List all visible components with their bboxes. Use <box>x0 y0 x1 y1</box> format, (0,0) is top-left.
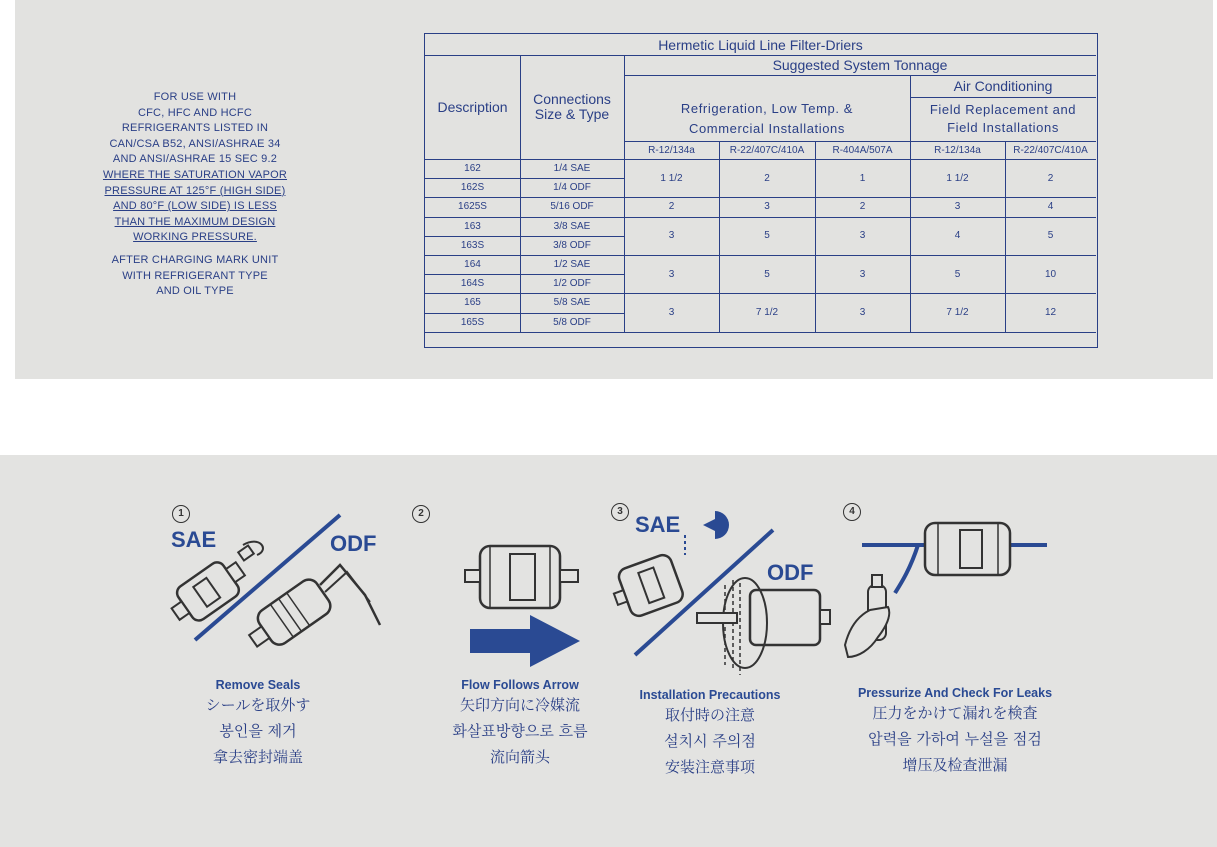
remove-seals-illustration <box>165 510 395 660</box>
grid-line <box>1005 141 1006 332</box>
header-connections: Connections Size & Type <box>533 91 611 122</box>
row-description: 163 <box>464 220 481 232</box>
grid-line <box>520 55 521 332</box>
note-line: AND ANSI/ASHRAE 15 SEC 9.2 <box>112 153 278 166</box>
row-description: 165 <box>464 297 481 309</box>
tonnage-value: 4 <box>1047 201 1054 213</box>
grid-line <box>425 159 1096 160</box>
grid-line <box>425 255 624 256</box>
grid-line <box>910 75 911 332</box>
grid-line <box>624 293 1096 294</box>
row-description: 1625S <box>458 201 487 213</box>
note-line: REFRIGERANTS LISTED IN <box>121 122 269 135</box>
row-connection: 1/4 SAE <box>553 163 591 175</box>
step-ja: 取付時の注意 <box>664 706 755 724</box>
tonnage-value: 3 <box>668 268 675 280</box>
tonnage-value: 2 <box>668 201 675 213</box>
tonnage-value: 3 <box>859 307 866 319</box>
tonnage-value: 3 <box>668 230 675 242</box>
note-line-underlined: THAN THE MAXIMUM DESIGN <box>114 215 276 228</box>
tonnage-value: 3 <box>859 268 866 280</box>
sae-label: SAE <box>635 512 681 537</box>
grid-line <box>425 178 624 179</box>
tonnage-value: 2 <box>764 172 770 184</box>
row-description: 163S <box>460 239 485 251</box>
grid-line <box>815 141 816 332</box>
grid-line <box>719 141 720 332</box>
grid-line <box>624 141 1096 142</box>
header-field: Field Replacement and Field Installations <box>929 102 1077 135</box>
grid-line <box>425 197 624 198</box>
grid-line <box>425 332 1096 333</box>
step-4 <box>845 686 1065 778</box>
note-line-underlined: PRESSURE AT 125°F (HIGH SIDE) <box>104 184 286 197</box>
row-description: 164 <box>464 259 481 271</box>
note-line-underlined: WORKING PRESSURE. <box>133 231 257 244</box>
step-ko: 봉인을 제거 <box>219 722 297 740</box>
step-ja: シールを取外す <box>205 696 311 714</box>
sae-label: SAE <box>171 527 217 552</box>
tonnage-value: 5 <box>764 268 770 280</box>
grid-line <box>910 97 1096 98</box>
grid-line <box>624 55 625 332</box>
step-ko: 설치시 주의점 <box>664 732 756 750</box>
note-line: WITH REFRIGERANT TYPE <box>122 269 268 282</box>
row-description: 165S <box>460 316 485 328</box>
step-2 <box>430 678 610 770</box>
tonnage-value: 2 <box>859 201 866 213</box>
note-line-underlined: AND 80°F (LOW SIDE) IS LESS <box>113 200 277 213</box>
note-line: AND OIL TYPE <box>156 285 234 298</box>
row-description: 162 <box>464 163 481 175</box>
flow-arrow-icon <box>470 615 585 670</box>
odf-label: ODF <box>330 531 377 556</box>
tonnage-value: 3 <box>764 201 770 213</box>
tonnage-value: 7 1/2 <box>755 307 779 319</box>
grid-line <box>425 55 1096 56</box>
odf-label: ODF <box>767 560 814 585</box>
refrigerant-header: R-22/407C/410A <box>1013 144 1088 156</box>
row-connection: 3/8 ODF <box>553 239 591 251</box>
step-3 <box>620 688 800 780</box>
row-description: 162S <box>460 182 485 194</box>
grid-line <box>425 313 624 314</box>
tonnage-value: 2 <box>1047 172 1054 184</box>
note-line: AFTER CHARGING MARK UNIT <box>111 253 279 266</box>
tonnage-value: 7 1/2 <box>946 307 969 319</box>
installation-illustration <box>615 505 830 685</box>
step-zh: 拿去密封端盖 <box>212 748 303 766</box>
refrigerant-header: R-22/407C/410A <box>729 144 805 156</box>
header-refrigeration: Refrigeration, Low Temp. & Commercial Installations <box>680 101 854 136</box>
grid-line <box>624 75 1096 76</box>
row-connection: 5/16 ODF <box>550 201 594 213</box>
header-air-conditioning: Air Conditioning <box>953 78 1053 94</box>
grid-line <box>624 197 1096 198</box>
note-line-underlined: WHERE THE SATURATION VAPOR <box>102 168 288 181</box>
refrigerant-header: R-404A/507A <box>832 144 893 156</box>
step-zh: 流向箭头 <box>489 748 550 766</box>
tonnage-value: 12 <box>1044 307 1057 319</box>
step-caption: Flow Follows Arrow <box>461 678 579 692</box>
step-ko: 압력을 가하여 누설을 점검 <box>868 730 1042 748</box>
tonnage-value: 1 1/2 <box>946 172 969 184</box>
refrigerant-header: R-12/134a <box>648 144 695 156</box>
note-line: FOR USE WITH <box>153 91 237 103</box>
tonnage-value: 5 <box>764 230 770 242</box>
grid-line <box>425 236 624 237</box>
tonnage-value: 10 <box>1044 268 1057 280</box>
tonnage-value: 5 <box>954 268 961 280</box>
header-suggested: Suggested System Tonnage <box>772 57 948 73</box>
step-number: 3 <box>611 503 629 521</box>
step-ko: 화살표방향으로 흐름 <box>452 722 588 740</box>
step-caption: Pressurize And Check For Leaks <box>857 686 1053 700</box>
grid-line <box>624 217 1096 218</box>
grid-line <box>425 274 624 275</box>
step-ja: 圧力をかけて漏れを検査 <box>872 704 1038 722</box>
row-connection: 3/8 SAE <box>553 220 591 232</box>
grid-line <box>624 255 1096 256</box>
step-caption: Remove Seals <box>215 678 301 692</box>
tonnage-value: 3 <box>668 307 675 319</box>
usage-note <box>95 90 295 300</box>
tonnage-value: 4 <box>954 230 961 242</box>
row-connection: 5/8 ODF <box>553 316 591 328</box>
tonnage-value: 5 <box>1047 230 1054 242</box>
row-description: 164S <box>460 278 485 290</box>
step-number: 4 <box>843 503 861 521</box>
tonnage-table <box>424 33 1098 348</box>
row-connection: 1/2 SAE <box>553 259 591 271</box>
tonnage-value: 3 <box>954 201 961 213</box>
tonnage-value: 3 <box>859 230 866 242</box>
table-title: Hermetic Liquid Line Filter-Driers <box>658 36 863 53</box>
grid-line <box>425 217 624 218</box>
step-zh: 安装注意事项 <box>664 758 755 776</box>
step-number: 1 <box>172 505 190 523</box>
step-zh: 增压及检查泄漏 <box>902 756 1008 774</box>
tonnage-value: 1 <box>859 172 866 184</box>
row-connection: 1/2 ODF <box>553 278 591 290</box>
step-ja: 矢印方向に冷媒流 <box>459 696 580 714</box>
filter-drier-icon <box>455 540 590 620</box>
row-connection: 5/8 SAE <box>553 297 591 309</box>
header-description: Description <box>437 99 508 115</box>
step-caption: Installation Precautions <box>639 688 781 702</box>
step-number: 2 <box>412 505 430 523</box>
leak-check-illustration <box>840 515 1055 665</box>
tonnage-value: 1 1/2 <box>660 172 683 184</box>
note-line: CFC, HFC AND HCFC <box>137 106 252 119</box>
step-1 <box>168 678 348 770</box>
row-connection: 1/4 ODF <box>553 182 591 194</box>
refrigerant-header: R-12/134a <box>934 144 981 156</box>
grid-line <box>425 293 624 294</box>
note-line: CAN/CSA B52, ANSI/ASHRAE 34 <box>109 137 281 150</box>
